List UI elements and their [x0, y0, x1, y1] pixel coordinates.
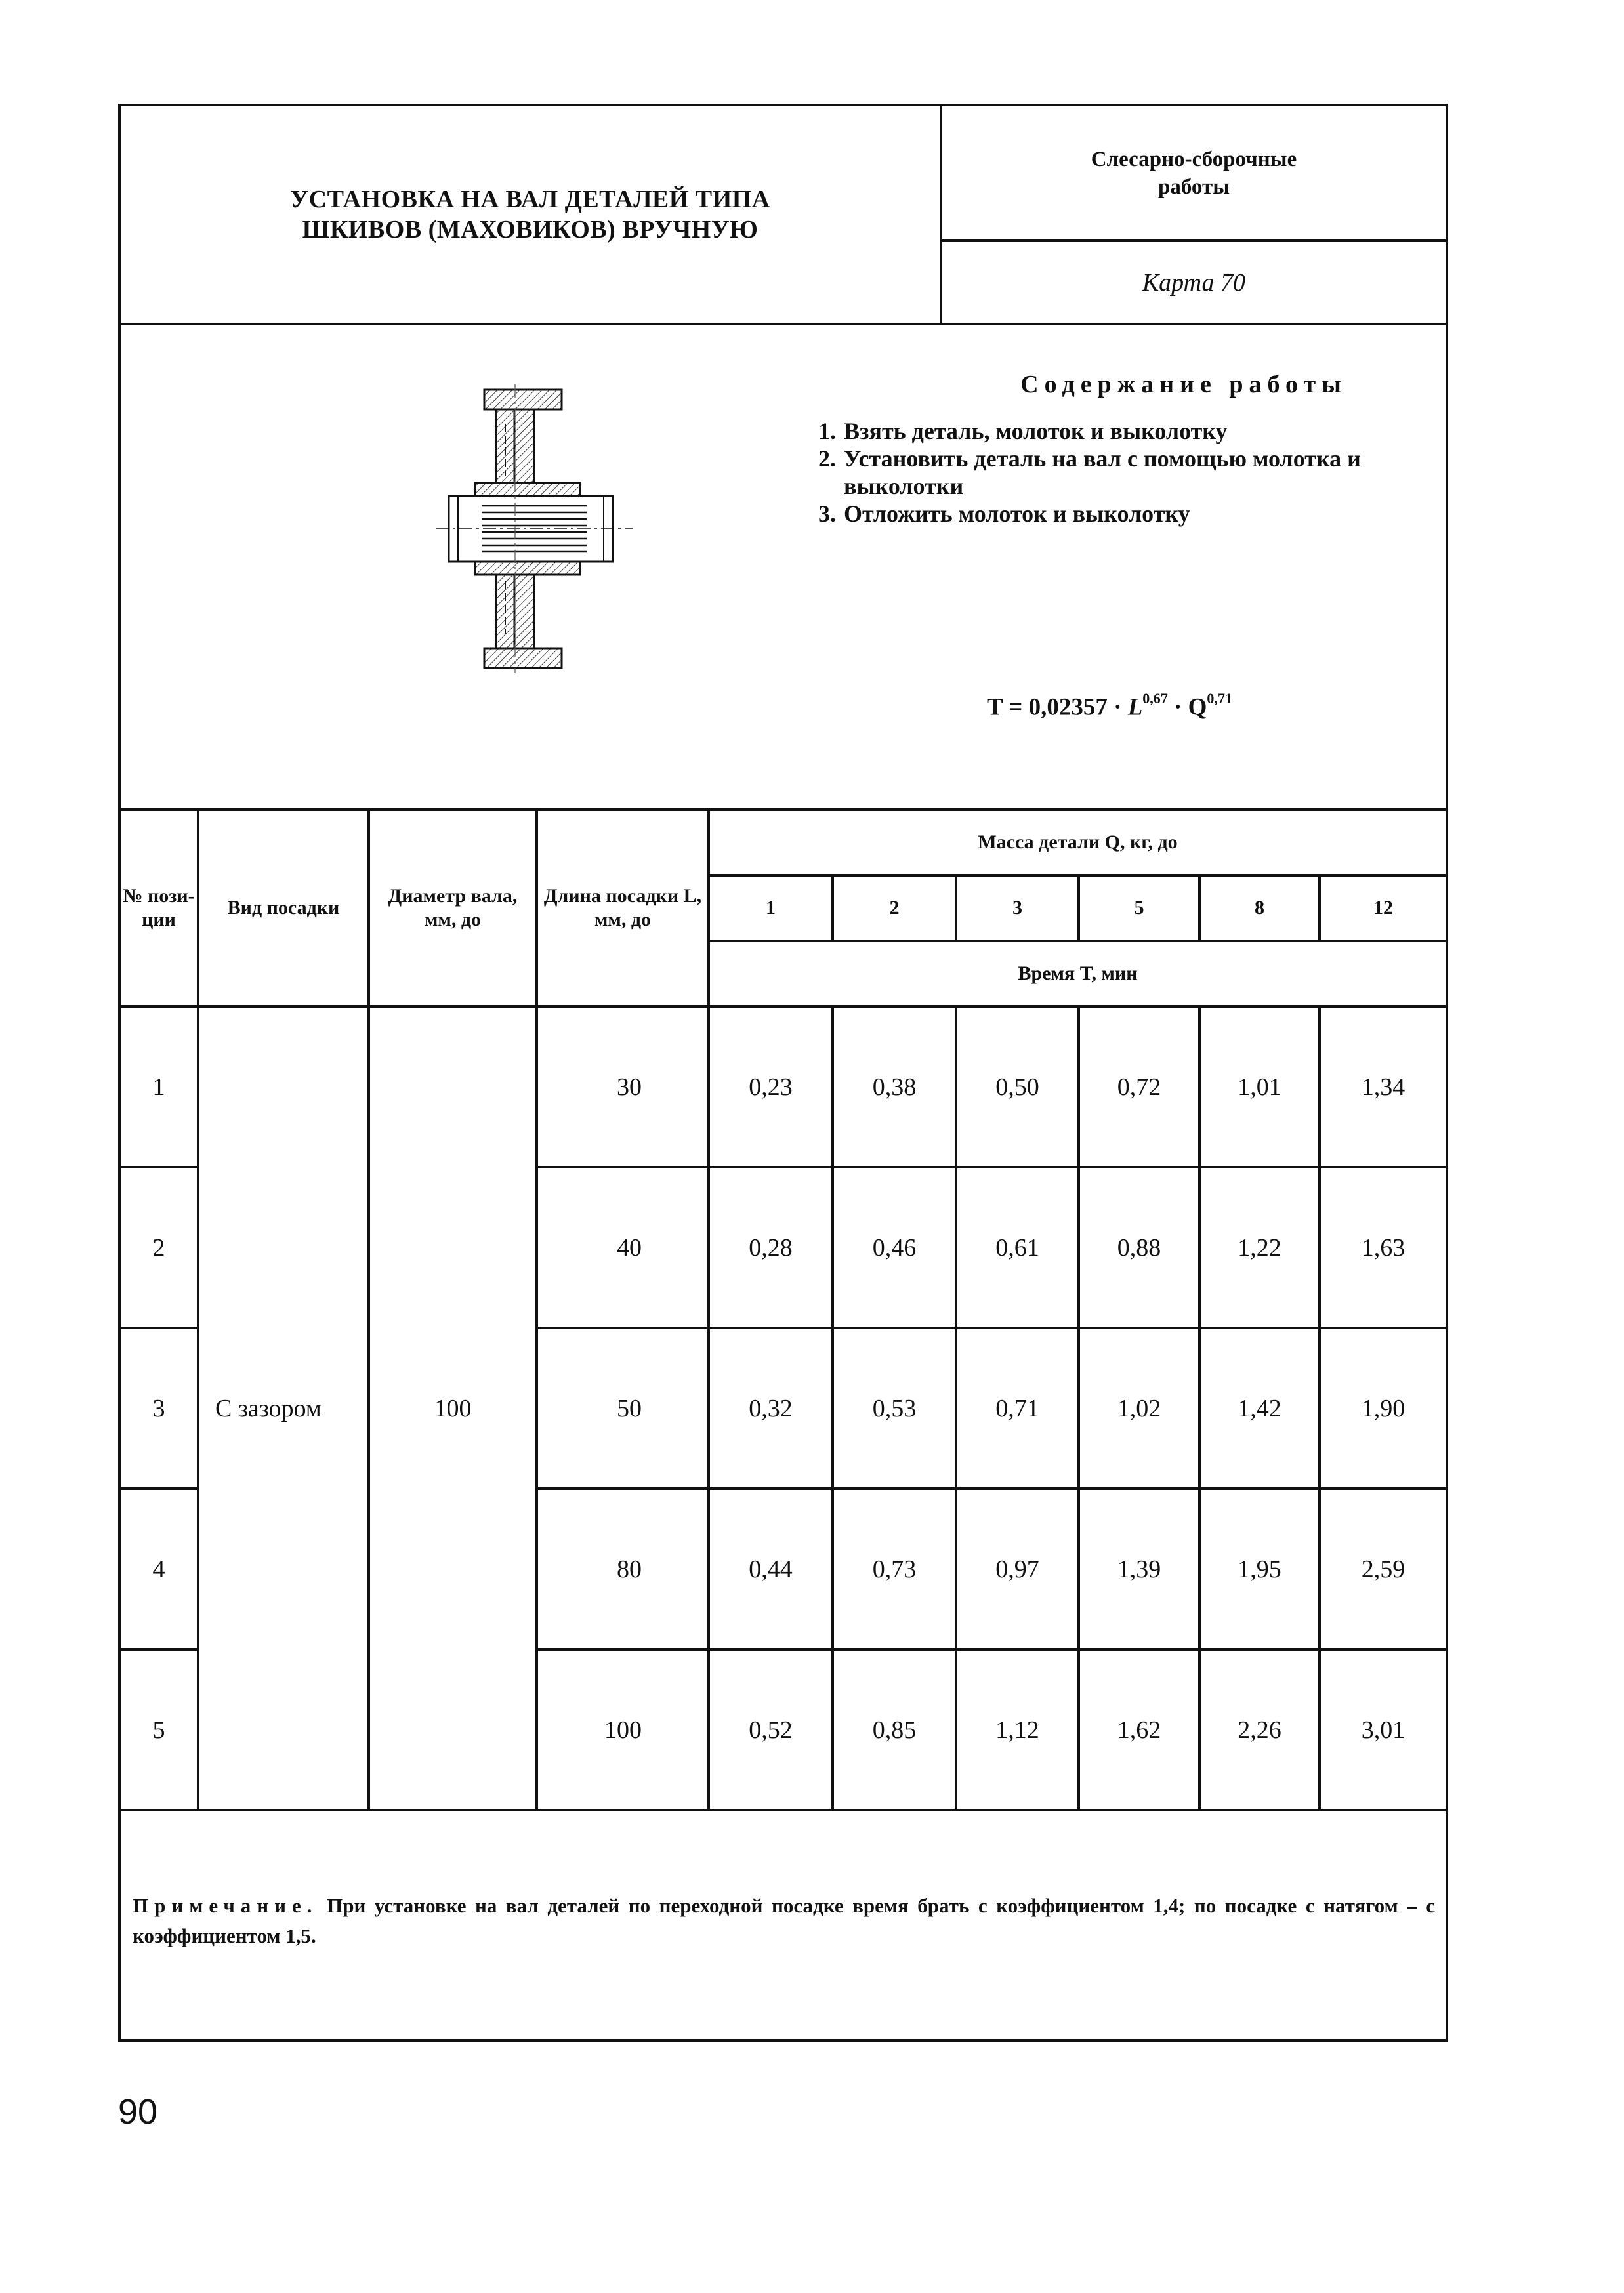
- page-number: 90: [118, 2092, 158, 2132]
- time-cell: 0,46: [833, 1167, 956, 1328]
- work-category-line2: работы: [1158, 175, 1230, 199]
- header-length: Длина посадки L, мм, до: [537, 810, 709, 1006]
- time-cell: 0,23: [709, 1006, 833, 1167]
- row-length: 40: [537, 1167, 709, 1328]
- note-text: При установке на вал деталей по переходной посадке время брать с коэффициентом 1,4; по посадке с натягом – с коэффициентом 1,5.: [133, 1894, 1436, 1947]
- time-cell: 1,22: [1199, 1167, 1320, 1328]
- header-position: № пози- ции: [121, 810, 198, 1006]
- list-item: 3. Отложить молоток и выколотку: [818, 501, 1190, 527]
- row-length: 30: [537, 1006, 709, 1167]
- time-cell: 1,90: [1320, 1328, 1446, 1489]
- card-title: [121, 106, 942, 325]
- list-item: 2. Установить деталь на вал с помощью молотка и выколотки: [818, 445, 1361, 499]
- header-mass-value: 1: [709, 875, 833, 941]
- time-cell: 2,59: [1320, 1489, 1446, 1649]
- row-position: 4: [121, 1489, 198, 1649]
- row-position: 3: [121, 1328, 198, 1489]
- time-cell: 0,53: [833, 1328, 956, 1489]
- card-title-line1: УСТАНОВКА НА ВАЛ ДЕТАЛЕЙ ТИПА: [290, 186, 770, 213]
- work-content-title: Содержание работы: [1020, 371, 1347, 398]
- note-label: Примечание.: [133, 1894, 318, 1917]
- card-number: Карта 70: [942, 242, 1446, 325]
- time-cell: 0,73: [833, 1489, 956, 1649]
- row-position: 5: [121, 1649, 198, 1810]
- header-mass: Масса детали Q, кг, до: [709, 810, 1446, 875]
- time-cell: 0,97: [956, 1489, 1079, 1649]
- row-position: 2: [121, 1167, 198, 1328]
- time-cell: 1,39: [1079, 1489, 1199, 1649]
- time-cell: 1,01: [1199, 1006, 1320, 1167]
- time-cell: 1,63: [1320, 1167, 1446, 1328]
- work-category-line1: Слесарно-сборочные: [1091, 147, 1297, 171]
- header-diameter: Диаметр вала, мм, до: [369, 810, 537, 1006]
- header-mass-value: 5: [1079, 875, 1199, 941]
- time-cell: 1,95: [1199, 1489, 1320, 1649]
- work-category: [942, 106, 1446, 242]
- row-length: 80: [537, 1489, 709, 1649]
- pulley-on-shaft-drawing: [436, 384, 777, 673]
- time-cell: 2,26: [1199, 1649, 1320, 1810]
- time-norms-table: [121, 808, 1446, 1811]
- time-cell: 3,01: [1320, 1649, 1446, 1810]
- header-mass-value: 3: [956, 875, 1079, 941]
- table-note: [133, 1891, 1435, 1951]
- time-cell: 0,38: [833, 1006, 956, 1167]
- diameter-cell: 100: [369, 1006, 537, 1810]
- time-cell: 1,42: [1199, 1328, 1320, 1489]
- header-mass-value: 8: [1199, 875, 1320, 941]
- time-cell: 1,34: [1320, 1006, 1446, 1167]
- time-cell: 0,50: [956, 1006, 1079, 1167]
- fit-type-cell: С зазором: [198, 1006, 369, 1810]
- time-cell: 1,12: [956, 1649, 1079, 1810]
- card-title-line2: ШКИВОВ (МАХОВИКОВ) ВРУЧНУЮ: [302, 216, 759, 243]
- time-formula: T = 0,02357 · L$^{0,67}$ · Q$^{0,71}$: [987, 690, 1232, 721]
- time-cell: 1,62: [1079, 1649, 1199, 1810]
- time-cell: 0,44: [709, 1489, 833, 1649]
- row-length: 50: [537, 1328, 709, 1489]
- card-frame: [118, 104, 1448, 2042]
- work-content-block: [121, 325, 1446, 810]
- row-length: 100: [537, 1649, 709, 1810]
- row-position: 1: [121, 1006, 198, 1167]
- list-item: 1. Взять деталь, молоток и выколотку: [818, 418, 1228, 444]
- time-cell: 0,28: [709, 1167, 833, 1328]
- header-mass-value: 2: [833, 875, 956, 941]
- time-cell: 0,72: [1079, 1006, 1199, 1167]
- time-cell: 1,02: [1079, 1328, 1199, 1489]
- table-row: [121, 1006, 1446, 1167]
- time-cell: 0,61: [956, 1167, 1079, 1328]
- header-time: Время T, мин: [709, 941, 1446, 1006]
- time-cell: 0,32: [709, 1328, 833, 1489]
- time-cell: 0,71: [956, 1328, 1079, 1489]
- time-cell: 0,88: [1079, 1167, 1199, 1328]
- time-cell: 0,52: [709, 1649, 833, 1810]
- header-mass-value: 12: [1320, 875, 1446, 941]
- time-cell: 0,85: [833, 1649, 956, 1810]
- work-steps-list: [803, 417, 1433, 527]
- header-fit: Вид посадки: [198, 810, 369, 1006]
